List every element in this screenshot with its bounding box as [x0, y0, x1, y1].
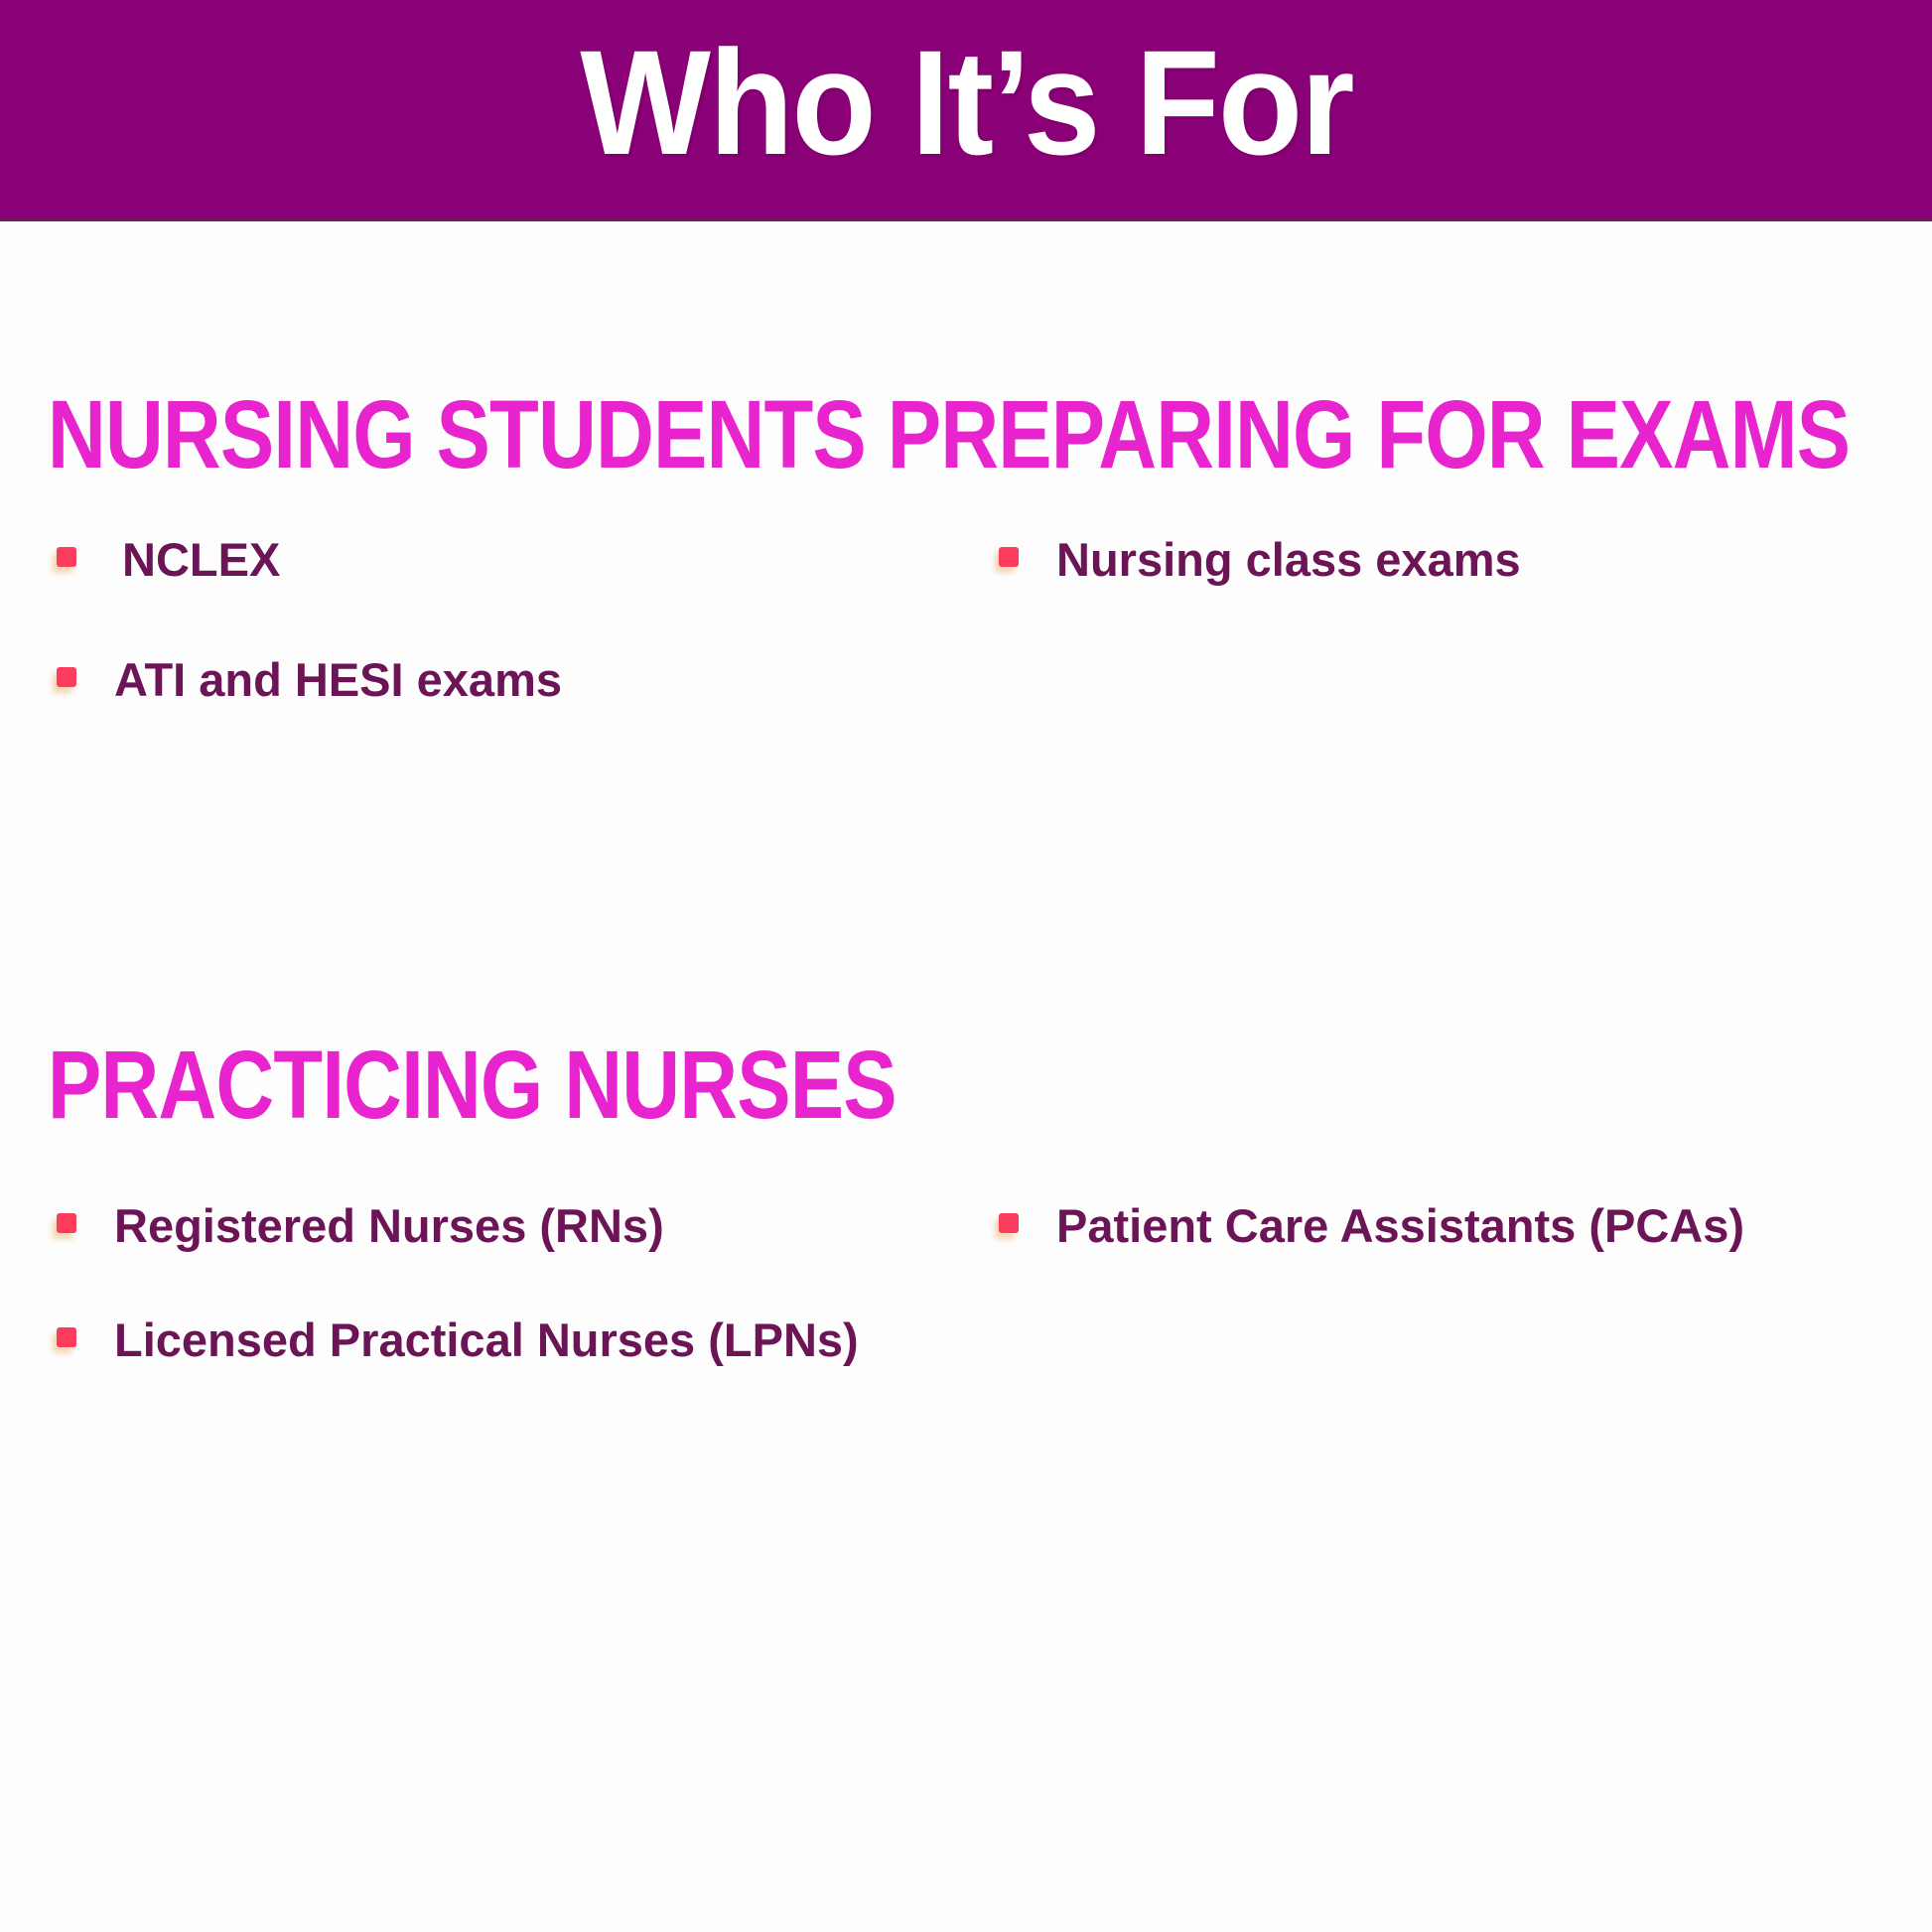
section-practicing-nurses [0, 1031, 1932, 1369]
slide-body [0, 380, 1932, 1369]
bullet-list-practicing-nurses [0, 1196, 1932, 1369]
list-item-label: Licensed Practical Nurses (LPNs) [114, 1313, 859, 1366]
header-band [0, 0, 1932, 221]
list-item [999, 530, 1892, 589]
square-bullet-icon [57, 547, 76, 567]
list-item-label: Registered Nurses (RNs) [114, 1199, 664, 1252]
list-item [999, 1196, 1892, 1255]
list-item [57, 1311, 999, 1369]
bullet-list-nursing-students [0, 530, 1932, 709]
square-bullet-icon [57, 1213, 76, 1233]
list-item [57, 530, 999, 589]
list-item-label: ATI and HESI exams [114, 653, 562, 706]
square-bullet-icon [57, 667, 76, 687]
square-bullet-icon [57, 1327, 76, 1347]
section-nursing-students [0, 380, 1932, 709]
square-bullet-icon [999, 1213, 1019, 1233]
section-heading-nursing-students: NURSING STUDENTS PREPARING FOR EXAMS [47, 380, 1851, 488]
list-item [57, 650, 999, 709]
list-item-label: Nursing class exams [1056, 533, 1521, 586]
list-item-label: NCLEX [122, 533, 281, 586]
list-item-label: Patient Care Assistants (PCAs) [1056, 1199, 1745, 1252]
square-bullet-icon [999, 547, 1019, 567]
list-item [57, 1196, 999, 1255]
section-heading-practicing-nurses: PRACTICING NURSES [47, 1031, 897, 1139]
page-title: Who It’s For [579, 19, 1353, 186]
